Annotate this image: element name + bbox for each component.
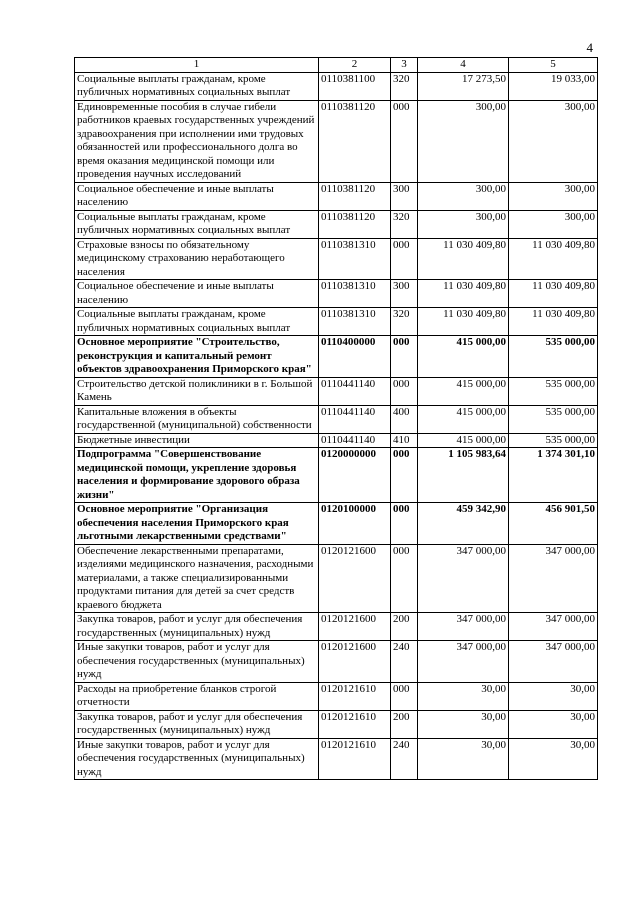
- row-group: 320: [391, 210, 418, 238]
- row-value-2: 19 033,00: [509, 72, 598, 100]
- row-code: 0110381120: [319, 210, 391, 238]
- row-group: 000: [391, 377, 418, 405]
- row-code: 0110441140: [319, 405, 391, 433]
- row-code: 0120121610: [319, 682, 391, 710]
- row-value-2: 535 000,00: [509, 336, 598, 378]
- row-group: 240: [391, 641, 418, 683]
- table-row: [75, 433, 598, 448]
- row-name: Закупка товаров, работ и услуг для обеспечения государственных (муниципальных) нужд: [75, 613, 319, 641]
- row-group: 300: [391, 182, 418, 210]
- row-code: 0110381120: [319, 100, 391, 182]
- row-code: 0120121600: [319, 641, 391, 683]
- row-name: Основное мероприятие "Организация обеспечения населения Приморского края льготными лекарственными средствами": [75, 503, 319, 545]
- table-row: [75, 682, 598, 710]
- row-group: 240: [391, 738, 418, 780]
- row-name: Основное мероприятие "Строительство, реконструкция и капитальный ремонт объектов здравоохранения Приморского края": [75, 336, 319, 378]
- row-value-2: 535 000,00: [509, 433, 598, 448]
- row-value-1: 300,00: [418, 210, 509, 238]
- table-row: [75, 238, 598, 280]
- row-group: 320: [391, 72, 418, 100]
- page-number: 4: [586, 40, 593, 55]
- row-code: 0110441140: [319, 433, 391, 448]
- budget-table: [74, 57, 598, 780]
- row-name: Социальные выплаты гражданам, кроме публичных нормативных социальных выплат: [75, 72, 319, 100]
- table-row: [75, 544, 598, 613]
- row-group: 320: [391, 308, 418, 336]
- row-group: 200: [391, 613, 418, 641]
- row-value-1: 415 000,00: [418, 433, 509, 448]
- column-header: 3: [391, 58, 418, 73]
- row-value-2: 347 000,00: [509, 544, 598, 613]
- row-group: 000: [391, 503, 418, 545]
- header-row: [75, 58, 598, 73]
- row-value-1: 17 273,50: [418, 72, 509, 100]
- table-row: [75, 503, 598, 545]
- row-code: 0120121610: [319, 738, 391, 780]
- row-name: Строительство детской поликлиники в г. Большой Камень: [75, 377, 319, 405]
- row-value-1: 347 000,00: [418, 641, 509, 683]
- row-group: 300: [391, 280, 418, 308]
- row-value-1: 347 000,00: [418, 544, 509, 613]
- row-value-1: 415 000,00: [418, 336, 509, 378]
- table-row: [75, 336, 598, 378]
- row-name: Расходы на приобретение бланков строгой отчетности: [75, 682, 319, 710]
- row-value-1: 459 342,90: [418, 503, 509, 545]
- table-row: [75, 100, 598, 182]
- column-header: 1: [75, 58, 319, 73]
- row-code: 0110381120: [319, 182, 391, 210]
- row-value-2: 30,00: [509, 738, 598, 780]
- row-value-1: 30,00: [418, 710, 509, 738]
- row-value-1: 347 000,00: [418, 613, 509, 641]
- row-value-2: 300,00: [509, 210, 598, 238]
- row-name: Страховые взносы по обязательному медицинскому страхованию неработающего населения: [75, 238, 319, 280]
- row-value-2: 1 374 301,10: [509, 448, 598, 503]
- row-value-1: 300,00: [418, 100, 509, 182]
- row-code: 0110400000: [319, 336, 391, 378]
- column-header: 2: [319, 58, 391, 73]
- row-name: Подпрограмма "Совершенствование медицинской помощи, укрепление здоровья населения и формирование здорового образа жизни": [75, 448, 319, 503]
- row-value-1: 11 030 409,80: [418, 238, 509, 280]
- row-name: Социальные выплаты гражданам, кроме публичных нормативных социальных выплат: [75, 308, 319, 336]
- row-value-1: 415 000,00: [418, 405, 509, 433]
- table-body: [75, 72, 598, 780]
- row-code: 0110441140: [319, 377, 391, 405]
- row-value-2: 300,00: [509, 100, 598, 182]
- row-code: 0120100000: [319, 503, 391, 545]
- row-name: Социальные выплаты гражданам, кроме публичных нормативных социальных выплат: [75, 210, 319, 238]
- row-code: 0110381310: [319, 280, 391, 308]
- row-group: 410: [391, 433, 418, 448]
- row-value-2: 535 000,00: [509, 405, 598, 433]
- table-row: [75, 405, 598, 433]
- row-name: Обеспечение лекарственными препаратами, изделиями медицинского назначения, расходными материалами, а также специализированными продуктами питания для детей за счет средств краевого бюджета: [75, 544, 319, 613]
- row-name: Иные закупки товаров, работ и услуг для обеспечения государственных (муниципальных) нужд: [75, 641, 319, 683]
- row-group: 000: [391, 682, 418, 710]
- row-value-2: 535 000,00: [509, 377, 598, 405]
- row-code: 0120121610: [319, 710, 391, 738]
- row-name: Капитальные вложения в объекты государственной (муниципальной) собственности: [75, 405, 319, 433]
- row-group: 000: [391, 336, 418, 378]
- column-header: 5: [509, 58, 598, 73]
- row-value-2: 30,00: [509, 710, 598, 738]
- row-value-1: 30,00: [418, 738, 509, 780]
- column-header: 4: [418, 58, 509, 73]
- table-row: [75, 210, 598, 238]
- row-name: Единовременные пособия в случае гибели работников краевых государственных учреждений здравоохранения при исполнении ими трудовых обязанностей или профессионального долга во время оказания медицинской помощи или проведения научных исследований: [75, 100, 319, 182]
- table-row: [75, 448, 598, 503]
- row-code: 0120121600: [319, 544, 391, 613]
- row-value-2: 11 030 409,80: [509, 238, 598, 280]
- row-value-2: 347 000,00: [509, 641, 598, 683]
- row-group: 200: [391, 710, 418, 738]
- row-name: Социальное обеспечение и иные выплаты населению: [75, 182, 319, 210]
- row-value-2: 11 030 409,80: [509, 308, 598, 336]
- table-row: [75, 738, 598, 780]
- row-value-1: 300,00: [418, 182, 509, 210]
- row-value-1: 11 030 409,80: [418, 308, 509, 336]
- row-group: 000: [391, 100, 418, 182]
- row-code: 0120121600: [319, 613, 391, 641]
- row-code: 0110381100: [319, 72, 391, 100]
- row-value-2: 300,00: [509, 182, 598, 210]
- row-value-1: 11 030 409,80: [418, 280, 509, 308]
- table-row: [75, 280, 598, 308]
- table-row: [75, 377, 598, 405]
- table-row: [75, 308, 598, 336]
- row-code: 0110381310: [319, 308, 391, 336]
- row-value-2: 30,00: [509, 682, 598, 710]
- row-value-1: 1 105 983,64: [418, 448, 509, 503]
- row-value-2: 456 901,50: [509, 503, 598, 545]
- row-code: 0110381310: [319, 238, 391, 280]
- row-group: 000: [391, 448, 418, 503]
- row-name: Бюджетные инвестиции: [75, 433, 319, 448]
- row-group: 000: [391, 544, 418, 613]
- row-code: 0120000000: [319, 448, 391, 503]
- row-value-1: 415 000,00: [418, 377, 509, 405]
- row-value-1: 30,00: [418, 682, 509, 710]
- row-value-2: 11 030 409,80: [509, 280, 598, 308]
- row-value-2: 347 000,00: [509, 613, 598, 641]
- row-group: 400: [391, 405, 418, 433]
- row-name: Социальное обеспечение и иные выплаты населению: [75, 280, 319, 308]
- table-row: [75, 72, 598, 100]
- table-row: [75, 641, 598, 683]
- table-row: [75, 710, 598, 738]
- row-name: Закупка товаров, работ и услуг для обеспечения государственных (муниципальных) нужд: [75, 710, 319, 738]
- row-name: Иные закупки товаров, работ и услуг для обеспечения государственных (муниципальных) нужд: [75, 738, 319, 780]
- table-row: [75, 182, 598, 210]
- row-group: 000: [391, 238, 418, 280]
- table-row: [75, 613, 598, 641]
